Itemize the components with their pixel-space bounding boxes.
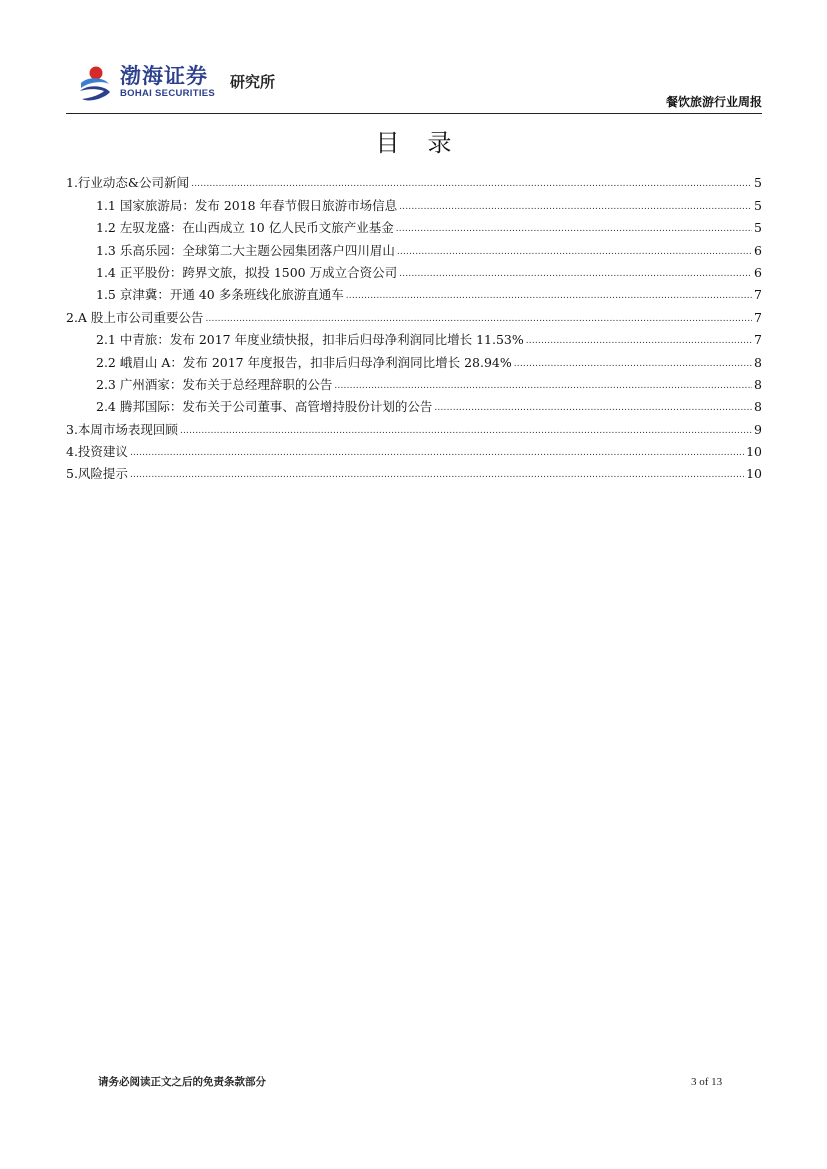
- toc-entry[interactable]: [66, 370, 762, 392]
- toc-entry-label: 1.2 左驭龙盛：在山西成立 10 亿人民币文旅产业基金: [96, 220, 394, 236]
- toc-dot-leader: [399, 197, 752, 212]
- toc-dot-leader: [130, 443, 744, 458]
- toc-entry-label: 1.1 国家旅游局：发布 2018 年春节假日旅游市场信息: [96, 197, 398, 213]
- toc-dot-leader: [191, 174, 752, 189]
- header-divider: [66, 113, 762, 114]
- toc-entry-label: 3.本周市场表现回顾: [66, 421, 178, 437]
- toc-entry-page-number: 7: [754, 309, 762, 325]
- toc-dot-leader: [346, 286, 752, 301]
- page-header: [66, 58, 762, 114]
- report-type-label: 餐饮旅游行业周报: [665, 95, 762, 109]
- footer-disclaimer: 请务必阅读正文之后的免责条款部分: [98, 1076, 266, 1088]
- toc-dot-leader: [334, 376, 752, 391]
- toc-entry[interactable]: [66, 437, 762, 459]
- toc-entry[interactable]: [66, 190, 762, 212]
- toc-dot-leader: [396, 219, 752, 234]
- toc-dot-leader: [514, 354, 752, 369]
- toc-dot-leader: [130, 465, 744, 480]
- toc-entry-page-number: 6: [754, 264, 762, 280]
- toc-dot-leader: [526, 331, 752, 346]
- toc-entry[interactable]: [66, 258, 762, 280]
- toc-entry-page-number: 9: [754, 421, 762, 437]
- toc-entry-label: 1.行业动态&公司新闻: [66, 175, 190, 191]
- toc-entry-page-number: 7: [754, 332, 762, 348]
- toc-entry[interactable]: [66, 213, 762, 235]
- toc-entry[interactable]: [66, 168, 762, 190]
- toc-entry-page-number: 5: [754, 197, 762, 213]
- toc-entry-label: 2.A 股上市公司重要公告: [66, 309, 204, 325]
- toc-entry-page-number: 7: [754, 287, 762, 303]
- toc-title: 目录: [375, 129, 480, 157]
- toc-entry-page-number: 5: [754, 220, 762, 236]
- toc-entry[interactable]: [66, 325, 762, 347]
- toc-entry-label: 2.3 广州酒家：发布关于总经理辞职的公告: [96, 376, 333, 392]
- toc-entry-page-number: 6: [754, 242, 762, 258]
- toc-entry-label: 1.3 乐高乐园：全球第二大主题公园集团落户四川眉山: [96, 242, 395, 258]
- toc-entry-label: 5.风险提示: [66, 466, 128, 482]
- toc-entry-label: 2.1 中青旅：发布 2017 年度业绩快报，扣非后归母净利润同比增长 11.53%: [96, 332, 524, 348]
- toc-entry[interactable]: [66, 302, 762, 324]
- toc-entry-page-number: 10: [746, 444, 762, 460]
- toc-entry[interactable]: [66, 347, 762, 369]
- toc-dot-leader: [205, 309, 752, 324]
- toc-dot-leader: [399, 264, 752, 279]
- institute-label: 研究所: [230, 73, 276, 91]
- toc-entry-label: 2.2 峨眉山 A：发布 2017 年度报告，扣非后归母净利润同比增长 28.94%: [96, 354, 512, 370]
- toc-entry-page-number: 5: [754, 175, 762, 191]
- table-of-contents: [66, 168, 762, 481]
- toc-entry-page-number: 8: [754, 399, 762, 415]
- footer-page-indicator: 3 of 13: [691, 1076, 723, 1088]
- toc-entry[interactable]: [66, 414, 762, 436]
- toc-entry-page-number: 8: [754, 354, 762, 370]
- toc-entry-label: 1.4 正平股份：跨界文旅，拟投 1500 万成立合资公司: [96, 264, 398, 280]
- toc-entry[interactable]: [66, 392, 762, 414]
- toc-dot-leader: [180, 421, 752, 436]
- logo-chinese-name: 渤海证券: [120, 64, 208, 88]
- toc-dot-leader: [434, 398, 752, 413]
- logo-english-name: BOHAI SECURITIES: [120, 88, 216, 99]
- toc-entry-page-number: 10: [746, 466, 762, 482]
- toc-entry[interactable]: [66, 459, 762, 481]
- toc-dot-leader: [397, 242, 752, 257]
- bohai-logo-icon: [78, 64, 112, 104]
- toc-entry[interactable]: [66, 280, 762, 302]
- toc-entry-page-number: 8: [754, 376, 762, 392]
- toc-entry[interactable]: [66, 235, 762, 257]
- toc-entry-label: 2.4 腾邦国际：发布关于公司董事、高管增持股份计划的公告: [96, 399, 433, 415]
- toc-entry-label: 1.5 京津冀：开通 40 多条班线化旅游直通车: [96, 287, 344, 303]
- toc-entry-label: 4.投资建议: [66, 444, 128, 460]
